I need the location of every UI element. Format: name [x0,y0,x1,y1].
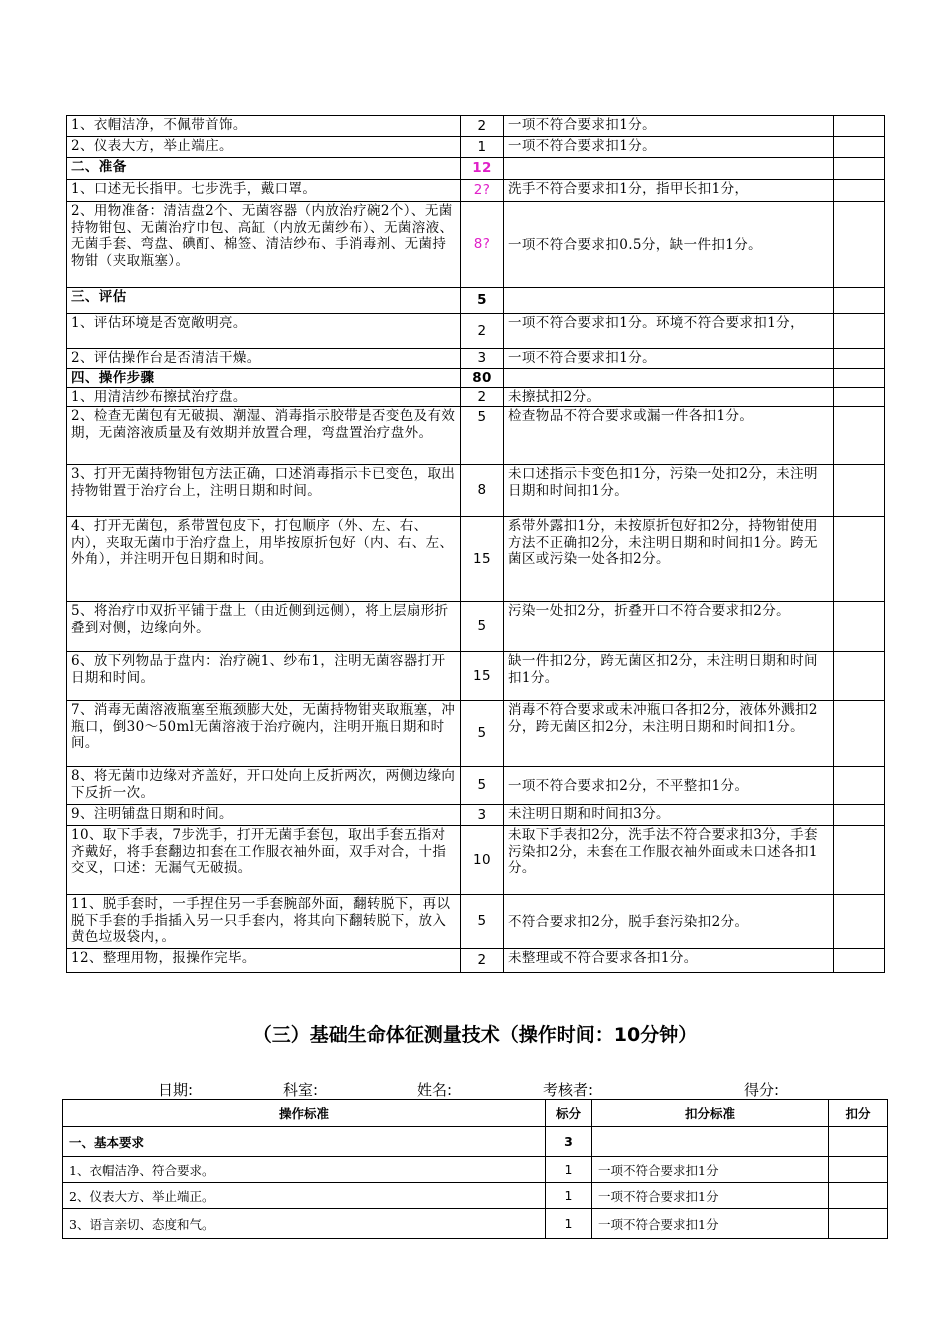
table-row [67,701,885,767]
score-cell: 10 [461,826,504,895]
standard-cell: 3、语言亲切、态度和气。 [63,1209,546,1239]
deduction-cell [592,1127,829,1157]
table-row [67,805,885,826]
standard-cell: 2、用物准备：清洁盘2个、无菌容器（内放治疗碗2个）、无菌持物钳包、无菌治疗巾包、高缸（内放无菌纱布）、无菌溶液、无菌手套、弯盘、碘酊、棉签、清洁纱布、手消毒剂、无菌持物钳（夹取瓶塞）。 [67,202,461,288]
score-cell: 2 [461,949,504,973]
score-cell: 5 [461,767,504,805]
deducted-cell [834,602,885,652]
deducted-cell [834,288,885,314]
table-row [67,202,885,288]
deducted-cell [834,116,885,137]
table-header-row [63,1100,888,1127]
deducted-cell [834,349,885,369]
table-row [67,349,885,369]
standard-cell: 5、将治疗巾双折平铺于盘上（由近侧到远侧），将上层扇形折叠到对侧，边缘向外。 [67,602,461,652]
score-cell: 5 [461,701,504,767]
deducted-cell [829,1157,888,1183]
deduction-cell: 消毒不符合要求或未冲瓶口各扣2分，液体外溅扣2分，跨无菌区扣2分，未注明日期和时间扣1分。 [504,701,834,767]
section-score: 12 [461,158,504,180]
deducted-cell [834,701,885,767]
header-criteria: 扣分标准 [592,1100,829,1127]
vital-signs-table [62,1099,888,1239]
standard-cell: 7、消毒无菌溶液瓶塞至瓶颈膨大处，无菌持物钳夹取瓶塞，冲瓶口，倒30～50ml无菌溶液于治疗碗内，注明开瓶日期和时间。 [67,701,461,767]
standard-cell: 2、仪表大方、举止端正。 [63,1183,546,1209]
standard-cell: 12、整理用物，报操作完毕。 [67,949,461,973]
date-label: 日期: [158,1081,194,1099]
section-row [67,369,885,388]
score-cell: 1 [461,137,504,158]
deducted-cell [834,652,885,701]
section-score: 5 [461,288,504,314]
table-row [67,116,885,137]
deducted-cell [834,137,885,158]
table-row [67,895,885,949]
score-cell: 2 [461,314,504,349]
deduction-cell: 检查物品不符合要求或漏一件各扣1分。 [504,407,834,465]
table-row [67,949,885,973]
deducted-cell [834,517,885,602]
deducted-cell [834,826,885,895]
table-row [63,1209,888,1239]
deduction-cell: 不符合要求扣2分，脱手套污染扣2分。 [504,895,834,949]
standard-cell: 1、衣帽洁净，不佩带首饰。 [67,116,461,137]
deducted-cell [834,369,885,388]
dept-label: 科室: [283,1081,319,1099]
header-standard: 操作标准 [63,1100,546,1127]
deduction-cell: 一项不符合要求扣1分。 [504,349,834,369]
score-cell: 8? [461,202,504,288]
score-cell: 3 [461,805,504,826]
score-cell: 2? [461,180,504,202]
deduction-cell: 污染一处扣2分，折叠开口不符合要求扣2分。 [504,602,834,652]
deduction-cell: 一项不符合要求扣0.5分，缺一件扣1分。 [504,202,834,288]
section-heading: 四、操作步骤 [67,369,461,388]
deduction-cell: 洗手不符合要求扣1分，指甲长扣1分， [504,180,834,202]
section-title: （三）基础生命体征测量技术（操作时间：10分钟） [252,1024,698,1046]
deducted-cell [834,767,885,805]
table-row [63,1183,888,1209]
standard-cell: 4、打开无菌包，系带置包皮下，打包顺序（外、左、右、内），夹取无菌巾于治疗盘上，用毕按原折包好（内、右、左、外角），并注明开包日期和时间。 [67,517,461,602]
deducted-cell [829,1127,888,1157]
section-row [63,1127,888,1157]
score-cell: 5 [461,407,504,465]
deduction-cell [504,158,834,180]
standard-cell: 1、用清洁纱布擦拭治疗盘。 [67,388,461,407]
standard-cell: 2、评估操作台是否清洁干燥。 [67,349,461,369]
section-heading: 三、评估 [67,288,461,314]
deduction-cell: 一项不符合要求扣1分 [592,1157,829,1183]
table-row [67,602,885,652]
section-heading: 二、准备 [67,158,461,180]
deduction-cell: 一项不符合要求扣2分，不平整扣1分。 [504,767,834,805]
aseptic-technique-table [66,115,885,973]
section-row [67,288,885,314]
standard-cell: 2、仪表大方，举止端庄。 [67,137,461,158]
score-cell: 1 [546,1157,592,1183]
deducted-cell [834,805,885,826]
table-row [67,407,885,465]
deducted-cell [834,407,885,465]
deducted-cell [834,895,885,949]
deduction-cell: 未注明日期和时间扣3分。 [504,805,834,826]
standard-cell: 1、口述无长指甲。七步洗手，戴口罩。 [67,180,461,202]
standard-cell: 2、检查无菌包有无破损、潮湿、消毒指示胶带是否变色及有效期，无菌溶液质量及有效期并放置合理，弯盘置治疗盘外。 [67,407,461,465]
deducted-cell [829,1183,888,1209]
standard-cell: 10、取下手表，7步洗手，打开无菌手套包，取出手套五指对齐戴好，将手套翻边扣套在工作服衣袖外面，双手对合，十指交叉，口述：无漏气无破损。 [67,826,461,895]
standard-cell: 9、注明铺盘日期和时间。 [67,805,461,826]
score-cell: 15 [461,652,504,701]
section-score: 3 [546,1127,592,1157]
section-score: 80 [461,369,504,388]
score-label: 得分: [744,1081,780,1099]
table-row [67,137,885,158]
deduction-cell: 未擦拭扣2分。 [504,388,834,407]
table-row [67,652,885,701]
score-cell: 5 [461,895,504,949]
deduction-cell: 缺一件扣2分，跨无菌区扣2分，未注明日期和时间扣1分。 [504,652,834,701]
score-cell: 1 [546,1209,592,1239]
deduction-cell: 一项不符合要求扣1分 [592,1183,829,1209]
table-row [63,1157,888,1183]
standard-cell: 6、放下列物品于盘内：治疗碗1、纱布1，注明无菌容器打开日期和时间。 [67,652,461,701]
header-deducted: 扣分 [829,1100,888,1127]
name-label: 姓名: [417,1081,453,1099]
deducted-cell [834,465,885,517]
score-cell: 1 [546,1183,592,1209]
table-row [67,767,885,805]
score-cell: 8 [461,465,504,517]
table-row [67,465,885,517]
deduction-cell: 系带外露扣1分，未按原折包好扣2分，持物钳使用方法不正确扣2分，未注明日期和时间扣1分。跨无菌区或污染一处各扣2分。 [504,517,834,602]
section-row [67,158,885,180]
deduction-cell: 未口述指示卡变色扣1分，污染一处扣2分，未注明日期和时间扣1分。 [504,465,834,517]
deducted-cell [834,388,885,407]
section-heading: 一、基本要求 [63,1127,546,1157]
deducted-cell [829,1209,888,1239]
deducted-cell [834,949,885,973]
deduction-cell [504,369,834,388]
score-cell: 2 [461,116,504,137]
table-row [67,314,885,349]
header-score: 标分 [546,1100,592,1127]
deducted-cell [834,202,885,288]
table-row [67,388,885,407]
deducted-cell [834,158,885,180]
deduction-cell: 一项不符合要求扣1分。 [504,137,834,158]
standard-cell: 3、打开无菌持物钳包方法正确，口述消毒指示卡已变色，取出持物钳置于治疗台上，注明日期和时间。 [67,465,461,517]
deducted-cell [834,180,885,202]
score-cell: 3 [461,349,504,369]
deduction-cell [504,288,834,314]
deduction-cell: 一项不符合要求扣1分 [592,1209,829,1239]
standard-cell: 1、评估环境是否宽敞明亮。 [67,314,461,349]
standard-cell: 11、脱手套时，一手捏住另一手套腕部外面，翻转脱下，再以脱下手套的手指插入另一只手套内，将其向下翻转脱下，放入黄色垃圾袋内，。 [67,895,461,949]
deduction-cell: 一项不符合要求扣1分。 [504,116,834,137]
standard-cell: 8、将无菌巾边缘对齐盖好，开口处向上反折两次，两侧边缘向下反折一次。 [67,767,461,805]
score-cell: 15 [461,517,504,602]
score-cell: 2 [461,388,504,407]
deduction-cell: 一项不符合要求扣1分。环境不符合要求扣1分， [504,314,834,349]
standard-cell: 1、衣帽洁净、符合要求。 [63,1157,546,1183]
deducted-cell [834,314,885,349]
examiner-label: 考核者: [543,1081,594,1099]
table-row [67,517,885,602]
deduction-cell: 未整理或不符合要求各扣1分。 [504,949,834,973]
score-cell: 5 [461,602,504,652]
table-row [67,826,885,895]
table-row [67,180,885,202]
deduction-cell: 未取下手表扣2分，洗手法不符合要求扣3分，手套污染扣2分，未套在工作服衣袖外面或未口述各扣1分。 [504,826,834,895]
